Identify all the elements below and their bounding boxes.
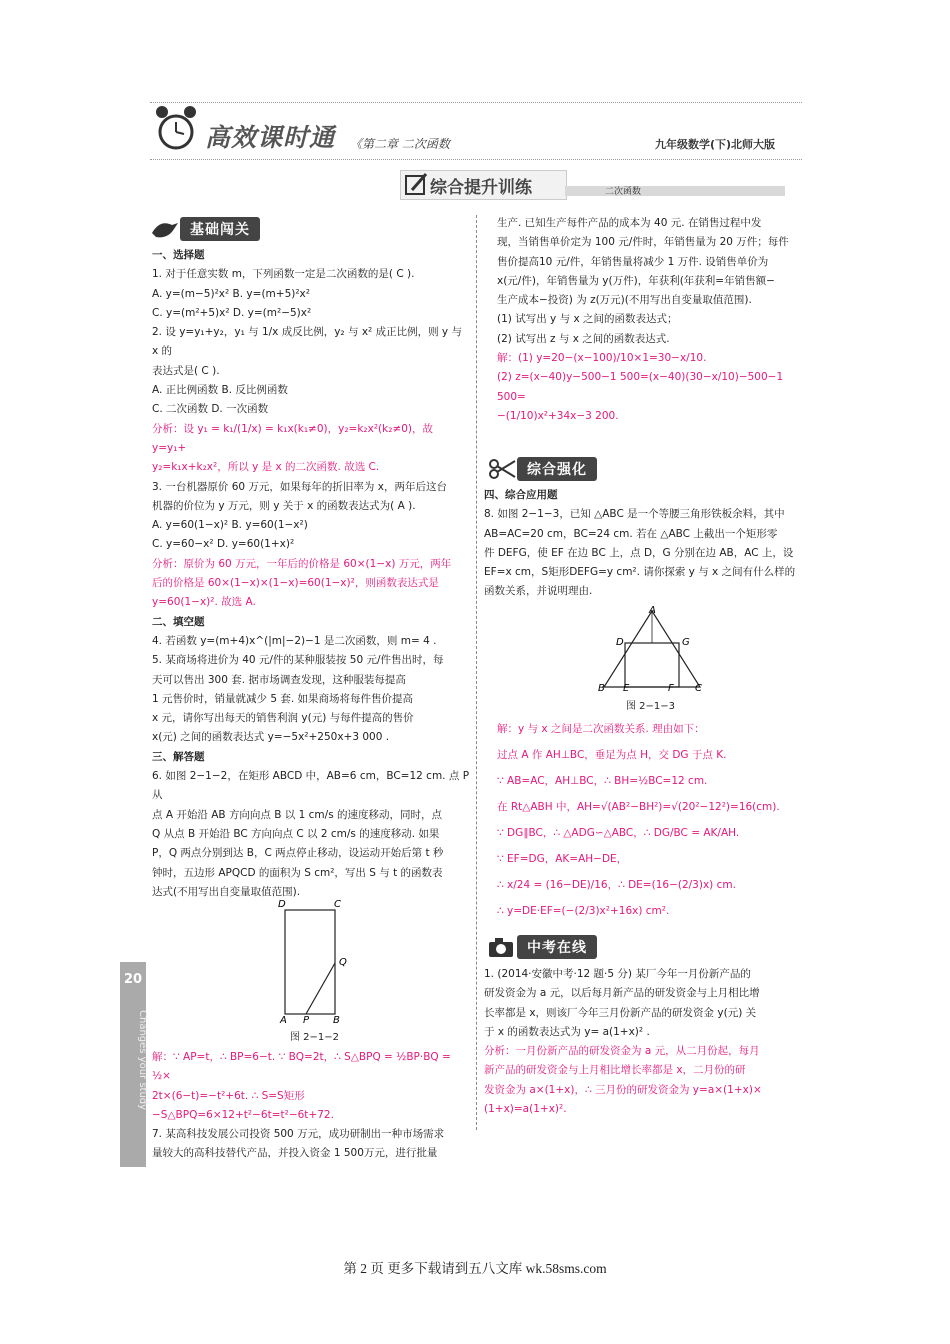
left-line: 钟时，五边形 APQCD 的面积为 S cm²，写出 S 与 t 的函数表 bbox=[152, 866, 443, 879]
left-line: 天可以售出 300 套. 据市场调查发现，这种服装每提高 bbox=[152, 673, 406, 686]
section-basic bbox=[150, 217, 260, 241]
right1-line: x(元/件)，年销售量为 y(万件)，年获利(年获利=年销售额− bbox=[497, 274, 775, 287]
right1-line: −(1/10)x²+34x−3 200. bbox=[497, 409, 619, 422]
right1-line: 生产成本−投资) 为 z(万元)(不用写出自变量取值范围). bbox=[497, 294, 752, 307]
left-line: 分析：设 y₁ = k₁/(1/x) = k₁x(k₁≠0)，y₂=k₂x²(k₂≠0)，故 y=y₁+ bbox=[152, 422, 434, 454]
right3-line: ∵ EF=DG，AK=AH−DE， bbox=[497, 853, 628, 865]
fig1-label-Q: Q bbox=[339, 957, 347, 968]
right3-line: 解：y 与 x 之间是二次函数关系. 理由如下： bbox=[497, 723, 705, 735]
fig1-label-D: D bbox=[278, 899, 286, 910]
left2-line: 2t×(6−t)=−t²+6t. ∴ S=S矩形−S△BPQ=6×12+t²−6t=t²−6t+72. bbox=[152, 1089, 334, 1121]
right3-line: ∵ AB=AC，AH⊥BC，∴ BH=½BC=12 cm. bbox=[497, 775, 708, 787]
right3-line: ∴ x/24 = (16−DE)/16，∴ DE=(16−(2/3)x) cm. bbox=[497, 879, 736, 891]
alarm-clock-icon bbox=[150, 100, 206, 156]
bird-icon bbox=[150, 217, 180, 241]
left-line: x(元) 之间的函数表达式 y=−5x²+250x+3 000 . bbox=[152, 731, 390, 744]
left-line: 4. 若函数 y=(m+4)x^(|m|−2)−1 是二次函数，则 m= 4 . bbox=[152, 634, 437, 647]
left-column-2 bbox=[152, 1048, 470, 1164]
left2-line: 量较大的高科技替代产品，并投入资金 1 500万元，进行批量 bbox=[152, 1147, 438, 1160]
footer: 第 2 页 更多下载请到五八文库 wk.58sms.com bbox=[343, 1261, 607, 1276]
right2-line: 函数关系，并说明理由. bbox=[484, 585, 593, 598]
brand-title: 高效课时通 bbox=[205, 123, 336, 152]
right2-line: 8. 如图 2−1−3，已知 △ABC 是一个等腰三角形铁板余料，其中 bbox=[484, 508, 785, 521]
right4-line: 研发资金为 a 元，以后每月新产品的研发资金与上月相比增 bbox=[484, 987, 760, 1000]
right2-line: AB=AC=20 cm，BC=24 cm. 若在 △ABC 上截出一个矩形零 bbox=[484, 527, 778, 540]
page-number: 20 bbox=[123, 972, 143, 987]
right2-line: 件 DEFG，使 EF 在边 BC 上，点 D，G 分别在边 AB，AC 上，设 bbox=[484, 546, 794, 559]
left-line: 后的价格是 60×(1−x)×(1−x)=60(1−x)²，则函数表达式是 bbox=[152, 577, 439, 590]
left-line: A. y=60(1−x)² B. y=60(1−x²) bbox=[152, 519, 308, 532]
fig1-label-C: C bbox=[334, 899, 341, 910]
right4-line: 于 x 的函数表达式为 y= a(1+x)² . bbox=[484, 1025, 650, 1038]
left-line: P，Q 两点分别到达 B，C 两点停止移动，设运动开始后第 t 秒 bbox=[152, 847, 444, 860]
right4-line: 发资金为 a×(1+x)，∴ 三月份的研发资金为 y=a×(1+x)× bbox=[484, 1083, 762, 1096]
left-line: 点 A 开始沿 AB 方向向点 B 以 1 cm/s 的速度移动，同时，点 bbox=[152, 808, 443, 821]
left-line: 2. 设 y=y₁+y₂，y₁ 与 1/x 成反比例，y₂ 与 x² 成正比例，则 y 与 x 的 bbox=[152, 326, 462, 358]
right4-line: 新产品的研发资金与上月相比增长率都是 x，二月份的研 bbox=[484, 1064, 746, 1077]
left-line: y=60(1−x)². 故选 A. bbox=[152, 596, 256, 609]
section-exam bbox=[487, 935, 597, 959]
fig1-label-A: A bbox=[280, 1015, 287, 1025]
right1-line: (2) 试写出 z 与 x 之间的函数表达式. bbox=[497, 332, 670, 345]
right1-line: (2) z=(x−40)y−500−1 500=(x−40)(30−x/10)−500−1 500= bbox=[497, 371, 784, 403]
fig2-label-E: E bbox=[623, 683, 630, 694]
fig2-label-A: A bbox=[649, 605, 656, 616]
right2-line: 四、综合应用题 bbox=[484, 489, 558, 501]
right2-line: EF=x cm，S矩形DEFG=y cm². 请你探索 y 与 x 之间有什么样的 bbox=[484, 566, 796, 579]
left-line: A. y=(m−5)²x² B. y=(m+5)²x² bbox=[152, 287, 310, 300]
right4-line: 分析：一月份新产品的研发资金为 a 元，从二月份起，每月 bbox=[484, 1045, 760, 1058]
fig2-label-B: B bbox=[598, 683, 605, 694]
right1-line: 解：(1) y=20−(x−100)/10×1=30−x/10. bbox=[497, 352, 707, 365]
left-line: A. 正比例函数 B. 反比例函数 bbox=[152, 384, 288, 397]
fig2-caption: 图 2−1−3 bbox=[626, 701, 676, 712]
left-line: 1 元售价时，销量就减少 5 套. 如果商场将每件售价提高 bbox=[152, 692, 414, 705]
left-line: x 元，请你写出每天的销售利润 y(元) 与每件提高的售价 bbox=[152, 712, 414, 725]
pencil-icon bbox=[404, 172, 428, 196]
fig1-label-P: P bbox=[303, 1015, 310, 1025]
section-strengthen bbox=[487, 457, 597, 481]
left-column bbox=[152, 246, 470, 902]
left-line: y₂=k₁x+k₂x²，所以 y 是 x 的二次函数. 故选 C. bbox=[152, 461, 380, 474]
scissors-icon bbox=[487, 457, 517, 481]
right-column-2 bbox=[484, 486, 804, 602]
left-line: 6. 如图 2−1−2，在矩形 ABCD 中，AB=6 cm，BC=12 cm. 点 P 从 bbox=[152, 770, 470, 802]
right-column-4 bbox=[484, 965, 804, 1119]
left2-line: 解：∵ AP=t，∴ BP=6−t. ∵ BQ=2t，∴ S△BPQ = ½BP·BQ = ½× bbox=[152, 1051, 451, 1083]
chapter-label: 《第二章 二次函数 bbox=[350, 137, 450, 151]
left-line: 三、解答题 bbox=[152, 750, 205, 763]
camera-icon bbox=[487, 935, 517, 959]
right4-line: 长率都是 x，则该厂今年三月份新产品的研发资金 y(元) 关 bbox=[484, 1006, 757, 1019]
left-line: 达式(不用写出自变量取值范围). bbox=[152, 885, 301, 898]
grade-label: 九年级数学(下)北师大版 bbox=[655, 138, 776, 151]
left-line: 分析：原价为 60 万元，一年后的价格是 60×(1−x) 万元，两年 bbox=[152, 557, 452, 570]
right3-line: 过点 A 作 AH⊥BC，垂足为点 H，交 DG 于点 K. bbox=[497, 749, 727, 761]
left-line: 机器的价位为 y 万元，则 y 关于 x 的函数表达式为( A ). bbox=[152, 499, 416, 512]
right3-line: ∴ y=DE·EF=(−(2/3)x²+16x) cm². bbox=[497, 905, 670, 917]
fig2-label-C: C bbox=[695, 683, 702, 694]
left-line: C. y=(m²+5)x² D. y=(m²−5)x² bbox=[152, 306, 312, 319]
right4-line: (1+x)=a(1+x)². bbox=[484, 1103, 567, 1116]
fig2-label-D: D bbox=[616, 637, 624, 648]
right1-line: (1) 试写出 y 与 x 之间的函数表达式； bbox=[497, 313, 678, 326]
section-basic-label: 基础闯关 bbox=[180, 217, 260, 241]
left-line: C. y=60−x² D. y=60(1+x)² bbox=[152, 538, 295, 551]
left-line: Q 从点 B 开始沿 BC 方向向点 C 以 2 cm/s 的速度移动. 如果 bbox=[152, 827, 440, 840]
fig1-label-B: B bbox=[333, 1015, 340, 1025]
left-line: 二、填空题 bbox=[152, 615, 205, 628]
left-line: 5. 某商场将进价为 40 元/件的某种服装按 50 元/件售出时，每 bbox=[152, 654, 444, 667]
fig2-label-F: F bbox=[668, 683, 674, 694]
section-exam-label: 中考在线 bbox=[517, 935, 597, 959]
side-text: Changes your study bbox=[137, 1010, 148, 1111]
page-title: 综合提升训练 bbox=[430, 178, 532, 198]
figure-rectangle bbox=[270, 895, 360, 1025]
right4-line: 1. (2014·安徽中考·12 题·5 分) 某厂今年一月份新产品的 bbox=[484, 968, 751, 980]
left-line: 3. 一台机器原价 60 万元，如果每年的折旧率为 x，两年后这台 bbox=[152, 480, 447, 493]
right1-line: 售价提高10 元/件，年销售量将减少 1 万件. 设销售单价为 bbox=[497, 255, 769, 268]
right3-line: ∵ DG∥BC，∴ △ADG∽△ABC，∴ DG/BC = AK/AH. bbox=[497, 827, 740, 839]
right-column-3 bbox=[497, 716, 807, 924]
left-line: 一、选择题 bbox=[152, 249, 205, 261]
right-column-1 bbox=[497, 214, 807, 426]
left-line: 1. 对于任意实数 m，下列函数一定是二次函数的是( C ). bbox=[152, 268, 415, 281]
left-line: 表达式是( C ). bbox=[152, 364, 220, 377]
title-subtitle: 二次函数 bbox=[605, 187, 642, 197]
left2-line: 7. 某高科技发展公司投资 500 万元，成功研制出一种市场需求 bbox=[152, 1128, 445, 1141]
right3-line: 在 Rt△ABH 中，AH=√(AB²−BH²)=√(20²−12²)=16(cm). bbox=[497, 801, 780, 813]
fig2-label-G: G bbox=[682, 637, 690, 648]
column-divider bbox=[476, 215, 477, 1130]
figure-triangle bbox=[592, 603, 712, 695]
right1-line: 生产. 已知生产每件产品的成本为 40 元. 在销售过程中发 bbox=[497, 217, 762, 229]
section-strengthen-label: 综合强化 bbox=[517, 457, 597, 481]
fig1-caption: 图 2−1−2 bbox=[290, 1032, 340, 1043]
left-line: C. 二次函数 D. 一次函数 bbox=[152, 403, 269, 416]
right1-line: 现，当销售单价定为 100 元/件时，年销售量为 20 万件；每件 bbox=[497, 236, 789, 249]
title-bar bbox=[565, 186, 785, 196]
